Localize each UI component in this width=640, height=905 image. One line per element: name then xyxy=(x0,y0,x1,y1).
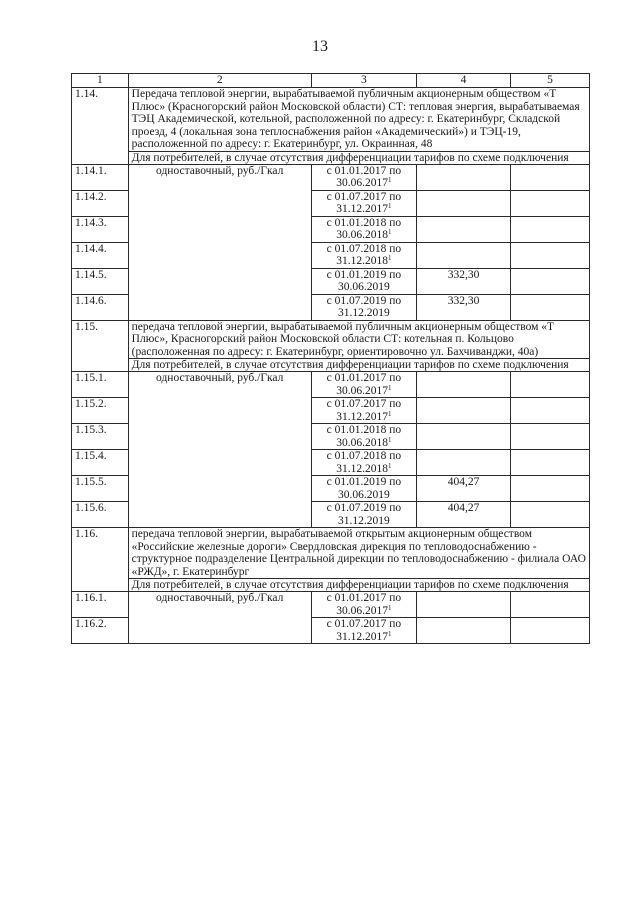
row-number: 1.14.3. xyxy=(72,216,129,242)
tariff-value: 332,30 xyxy=(416,294,510,320)
page-number: 13 xyxy=(312,38,328,55)
column-5-value xyxy=(511,242,590,268)
period-start: с 01.01.2018 по xyxy=(326,216,402,229)
tariff-value xyxy=(416,592,510,618)
section-description: передача тепловой энергии, вырабатываемой открытым акционерным обществом «Российские железные дороги» Свердловская дирекция по тепловодоснабжению - структурное подразделение Центральной дирекции по тепловодоснабжению - филиала ОАО «РЖД», г. Екатеринбург xyxy=(128,528,589,579)
period-end-line xyxy=(315,605,413,618)
row-number: 1.16.1. xyxy=(72,592,129,618)
row-number: 1.15.4. xyxy=(72,450,129,476)
period-end-line xyxy=(315,255,413,268)
section-row xyxy=(72,320,590,359)
footnote-mark: 1 xyxy=(388,202,392,210)
period-start: с 01.01.2017 по xyxy=(326,592,402,604)
column-5-value xyxy=(511,592,590,618)
column-5-value xyxy=(511,398,590,424)
row-number: 1.15.2. xyxy=(72,398,129,424)
period-end-line xyxy=(315,307,413,320)
period-end: 30.06.2018 xyxy=(336,229,388,241)
period-end: 30.06.2017 xyxy=(336,604,388,617)
period-cell xyxy=(311,372,416,398)
footnote-mark: 1 xyxy=(388,461,392,470)
tariff-unit: одноставочный, руб./Гкал xyxy=(128,592,311,644)
footnote-mark: 1 xyxy=(388,228,392,236)
row-number: 1.14.5. xyxy=(72,268,129,294)
tariff-table xyxy=(71,73,590,644)
period-end-line xyxy=(315,463,413,476)
period-end: 31.12.2019 xyxy=(338,514,390,527)
section-subheader: Для потребителей, в случае отсутствия дифференциации тарифов по схеме подключения xyxy=(128,359,589,372)
column-header: 5 xyxy=(511,74,590,88)
section-number: 1.14. xyxy=(72,88,129,165)
period-cell xyxy=(311,190,416,216)
tariff-value xyxy=(416,242,510,268)
tariff-value: 404,27 xyxy=(416,476,510,502)
tariff-value xyxy=(416,618,510,644)
period-end: 31.12.2018 xyxy=(336,255,388,267)
column-header: 2 xyxy=(128,74,311,88)
row-number: 1.15.5. xyxy=(72,476,129,502)
period-end-line xyxy=(315,411,413,424)
period-end: 30.06.2017 xyxy=(336,177,388,189)
period-cell xyxy=(311,164,416,190)
period-end-line xyxy=(315,437,413,450)
section-description: Передача тепловой энергии, вырабатываемой публичным акционерным обществом «Т Плюс» (Красногорский район Московской области) СТ: тепловая энергия, вырабатываемая ТЭЦ Академической, котельной, расположенной по адресу: г. Екатеринбург, Складской проезд, 4 (локальная зона теплоснабжения район «Академический») и ТЭЦ-19, расположенной по адресу: г. Екатеринбург, ул. Окраинная, 48 xyxy=(128,88,589,152)
column-header: 3 xyxy=(311,74,416,88)
period-cell xyxy=(311,618,416,644)
footnote-mark: 1 xyxy=(388,176,392,184)
table-row xyxy=(72,592,590,618)
period-start: с 01.07.2017 по xyxy=(326,190,402,203)
column-5-value xyxy=(511,618,590,644)
period-start: с 01.01.2017 по xyxy=(326,164,402,177)
column-5-value xyxy=(511,502,590,528)
period-cell xyxy=(311,294,416,320)
period-end: 30.06.2018 xyxy=(336,436,388,449)
tariff-unit: одноставочный, руб./Гкал xyxy=(128,372,311,528)
period-start: с 01.07.2019 по xyxy=(326,294,402,307)
period-end: 31.12.2019 xyxy=(338,307,390,319)
row-number: 1.14.6. xyxy=(72,294,129,320)
period-start: с 01.07.2018 по xyxy=(326,242,402,255)
period-end-line xyxy=(315,281,413,294)
period-end-line xyxy=(315,203,413,216)
period-end-line xyxy=(315,489,413,502)
row-number: 1.14.2. xyxy=(72,190,129,216)
tariff-value: 332,30 xyxy=(416,268,510,294)
column-header: 1 xyxy=(72,74,129,88)
tariff-value xyxy=(416,372,510,398)
period-cell xyxy=(311,216,416,242)
row-number: 1.14.4. xyxy=(72,242,129,268)
period-start: с 01.01.2017 по xyxy=(326,372,402,384)
column-5-value xyxy=(511,372,590,398)
tariff-value xyxy=(416,450,510,476)
period-cell xyxy=(311,502,416,528)
period-start: с 01.01.2019 по xyxy=(326,476,402,488)
period-end: 30.06.2019 xyxy=(338,281,390,293)
period-end: 31.12.2017 xyxy=(336,630,388,643)
footnote-mark: 1 xyxy=(388,603,392,612)
period-start: с 01.07.2017 по xyxy=(326,618,402,630)
tariff-value: 404,27 xyxy=(416,502,510,528)
row-number: 1.15.1. xyxy=(72,372,129,398)
row-number: 1.16.2. xyxy=(72,618,129,644)
column-header: 4 xyxy=(416,74,510,88)
tariff-table-body xyxy=(72,74,590,644)
table-row xyxy=(72,372,590,398)
period-cell xyxy=(311,242,416,268)
period-start: с 01.01.2019 по xyxy=(326,268,402,281)
section-subheader: Для потребителей, в случае отсутствия дифференциации тарифов по схеме подключения xyxy=(128,579,589,592)
column-5-value xyxy=(511,216,590,242)
column-5-value xyxy=(511,424,590,450)
footnote-mark: 1 xyxy=(388,629,392,638)
row-number: 1.15.3. xyxy=(72,424,129,450)
period-end: 31.12.2017 xyxy=(336,410,388,423)
period-end-line xyxy=(315,631,413,644)
column-5-value xyxy=(511,450,590,476)
footnote-mark: 1 xyxy=(388,435,392,444)
period-end-line xyxy=(315,229,413,242)
period-end-line xyxy=(315,515,413,528)
period-end: 30.06.2019 xyxy=(338,488,390,501)
section-subheader: Для потребителей, в случае отсутствия дифференциации тарифов по схеме подключения xyxy=(128,151,589,164)
column-header-row xyxy=(72,74,590,88)
column-5-value xyxy=(511,190,590,216)
tariff-value xyxy=(416,398,510,424)
section-number: 1.15. xyxy=(72,320,129,372)
tariff-unit: одноставочный, руб./Гкал xyxy=(128,164,311,320)
period-cell xyxy=(311,476,416,502)
period-end-line xyxy=(315,385,413,398)
period-cell xyxy=(311,424,416,450)
period-cell xyxy=(311,450,416,476)
column-5-value xyxy=(511,268,590,294)
footnote-mark: 1 xyxy=(388,409,392,418)
row-number: 1.14.1. xyxy=(72,164,129,190)
section-row xyxy=(72,528,590,579)
footnote-mark: 1 xyxy=(388,254,392,262)
section-row xyxy=(72,88,590,152)
column-5-value xyxy=(511,164,590,190)
section-subheader-row xyxy=(72,151,590,164)
section-number: 1.16. xyxy=(72,528,129,592)
period-start: с 01.07.2019 по xyxy=(326,502,402,514)
row-number: 1.15.6. xyxy=(72,502,129,528)
section-subheader-row xyxy=(72,579,590,592)
section-description: передача тепловой энергии, вырабатываемой публичным акционерным обществом «Т Плюс», Красногорский район Московской области СТ: котельная п. Кольцово (расположенная по адресу: г. Екатеринбург, ориентировочно ул. Бахчиванджи, 40а) xyxy=(128,320,589,359)
section-subheader-row xyxy=(72,359,590,372)
period-cell xyxy=(311,268,416,294)
period-cell xyxy=(311,398,416,424)
tariff-value xyxy=(416,164,510,190)
period-end: 30.06.2017 xyxy=(336,384,388,397)
period-end-line xyxy=(315,177,413,190)
period-end: 31.12.2018 xyxy=(336,462,388,475)
tariff-value xyxy=(416,190,510,216)
period-start: с 01.01.2018 по xyxy=(326,424,402,436)
table-row xyxy=(72,164,590,190)
column-5-value xyxy=(511,476,590,502)
tariff-value xyxy=(416,216,510,242)
footnote-mark: 1 xyxy=(388,383,392,392)
period-start: с 01.07.2017 по xyxy=(326,398,402,410)
tariff-value xyxy=(416,424,510,450)
period-start: с 01.07.2018 по xyxy=(326,450,402,462)
period-end: 31.12.2017 xyxy=(336,203,388,215)
period-cell xyxy=(311,592,416,618)
column-5-value xyxy=(511,294,590,320)
